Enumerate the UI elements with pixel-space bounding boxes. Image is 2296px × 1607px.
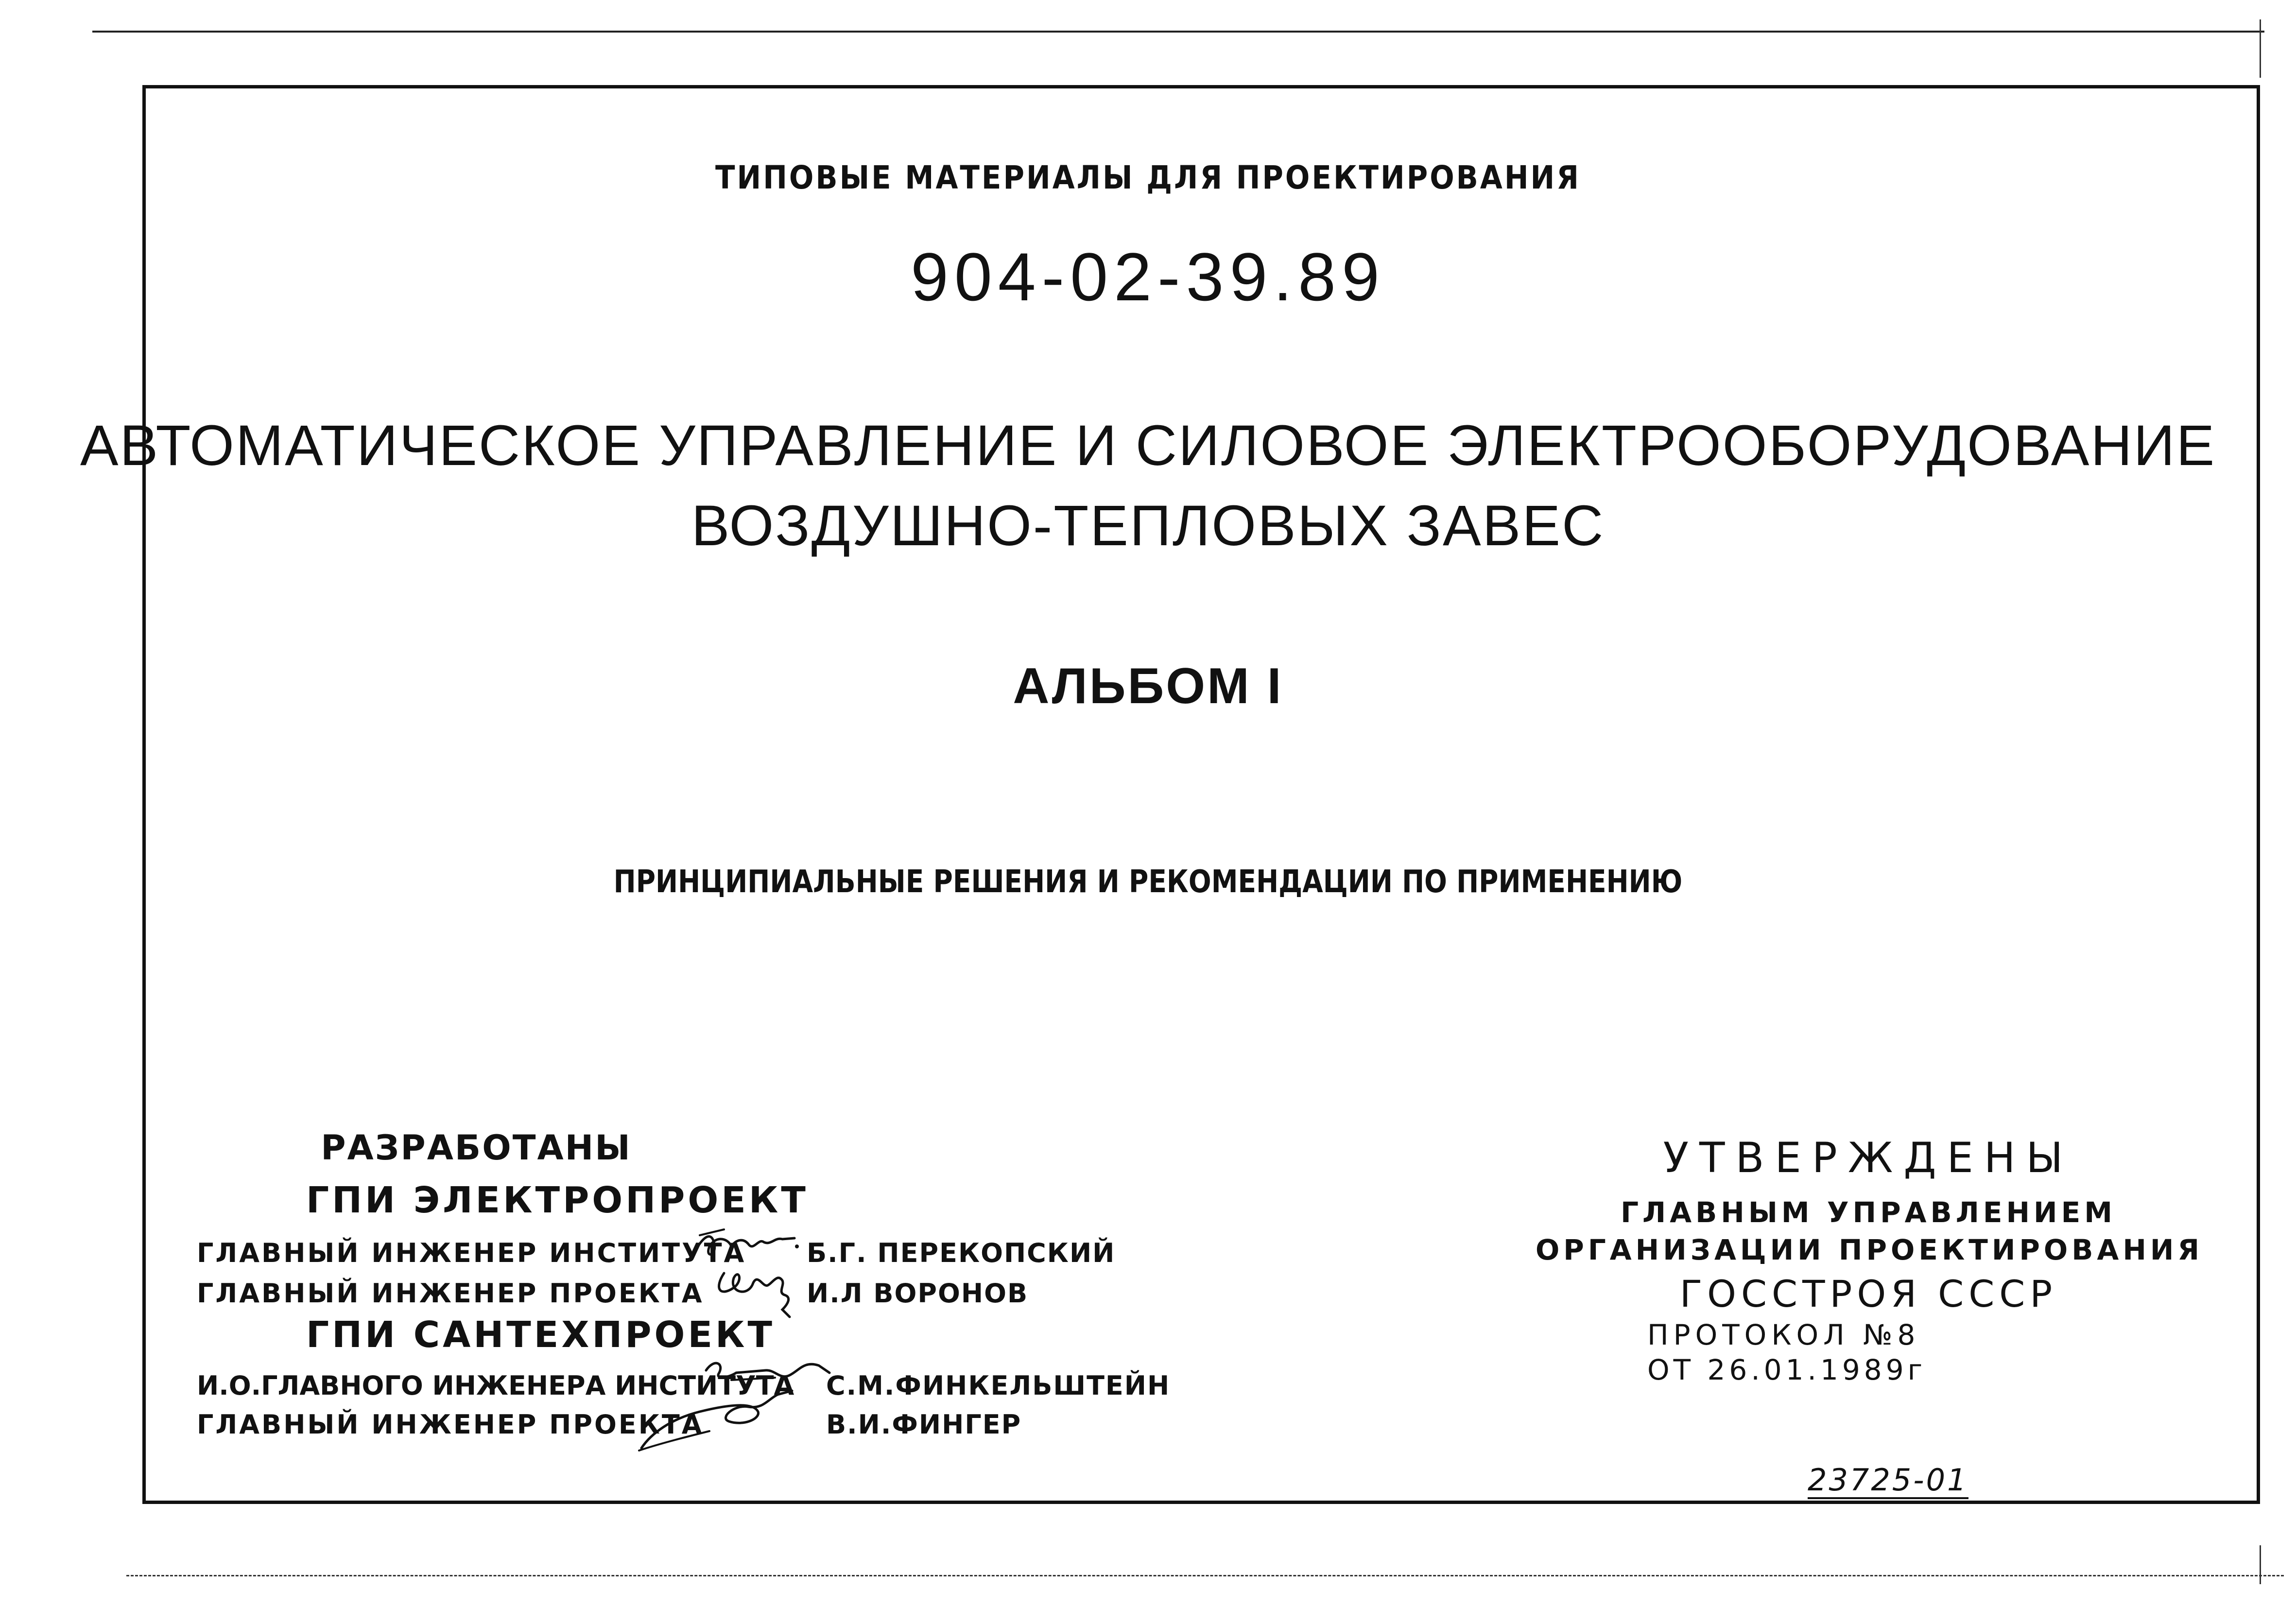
document-number: 904-02-39.89 (911, 239, 1385, 315)
approved-line: ГЛАВНЫМ УПРАВЛЕНИЕМ (1621, 1196, 2116, 1229)
developer-org-santechproject: ГПИ САНТЕХПРОЕКТ (306, 1314, 775, 1356)
series-header: ТИПОВЫЕ МАТЕРИАЛЫ ДЛЯ ПРОЕКТИРОВАНИЯ (715, 159, 1581, 196)
protocol-number: ПРОТОКОЛ №8 (1647, 1318, 1920, 1351)
signatory-name: Б.Г. ПЕРЕКОПСКИЙ (807, 1238, 1116, 1268)
approved-heading: УТВЕРЖДЕНЫ (1663, 1134, 2074, 1182)
signatory-role: ГЛАВНЫЙ ИНЖЕНЕР ИНСТИТУТА (197, 1238, 746, 1268)
signatory-name: И.Л ВОРОНОВ (807, 1278, 1029, 1309)
album-subtitle: ПРИНЦИПИАЛЬНЫЕ РЕШЕНИЯ И РЕКОМЕНДАЦИИ ПО ПРИМЕНЕНИЮ (613, 864, 1683, 900)
bottom-edge-tick (2260, 1545, 2261, 1584)
signature-finger (632, 1385, 807, 1458)
approved-line: ОРГАНИЗАЦИИ ПРОЕКТИРОВАНИЯ (1536, 1233, 2204, 1266)
top-edge-tick (2260, 19, 2261, 78)
signatory-name: С.М.ФИНКЕЛЬШТЕЙН (826, 1370, 1171, 1401)
document-title-line1: АВТОМАТИЧЕСКОЕ УПРАВЛЕНИЕ И СИЛОВОЕ ЭЛЕКТРООБОРУДОВАНИЕ (80, 414, 2216, 478)
signatory-role: ГЛАВНЫЙ ИНЖЕНЕР ПРОЕКТА (197, 1278, 704, 1309)
developed-heading: РАЗРАБОТАНЫ (321, 1128, 632, 1168)
signatory-role: И.О.ГЛАВНОГО ИНЖЕНЕРА ИНСТИТУТА (197, 1370, 794, 1401)
top-cut-line (92, 31, 2264, 33)
signature-voronov (705, 1259, 802, 1327)
document-title-line2: ВОЗДУШНО-ТЕПЛОВЫХ ЗАВЕС (691, 494, 1605, 558)
bottom-cut-line (126, 1575, 2284, 1576)
approved-authority: ГОССТРОЯ СССР (1679, 1272, 2057, 1315)
album-label: АЛЬБОМ I (1013, 658, 1283, 714)
inventory-number: 23725-01 (1808, 1465, 1968, 1499)
signatory-role: ГЛАВНЫЙ ИНЖЕНЕР ПРОЕКТА (197, 1409, 704, 1440)
signatory-name: В.И.ФИНГЕР (826, 1409, 1022, 1440)
protocol-date: ОТ 26.01.1989г (1647, 1353, 1927, 1386)
developer-org-electroproject: ГПИ ЭЛЕКТРОПРОЕКТ (306, 1179, 809, 1221)
